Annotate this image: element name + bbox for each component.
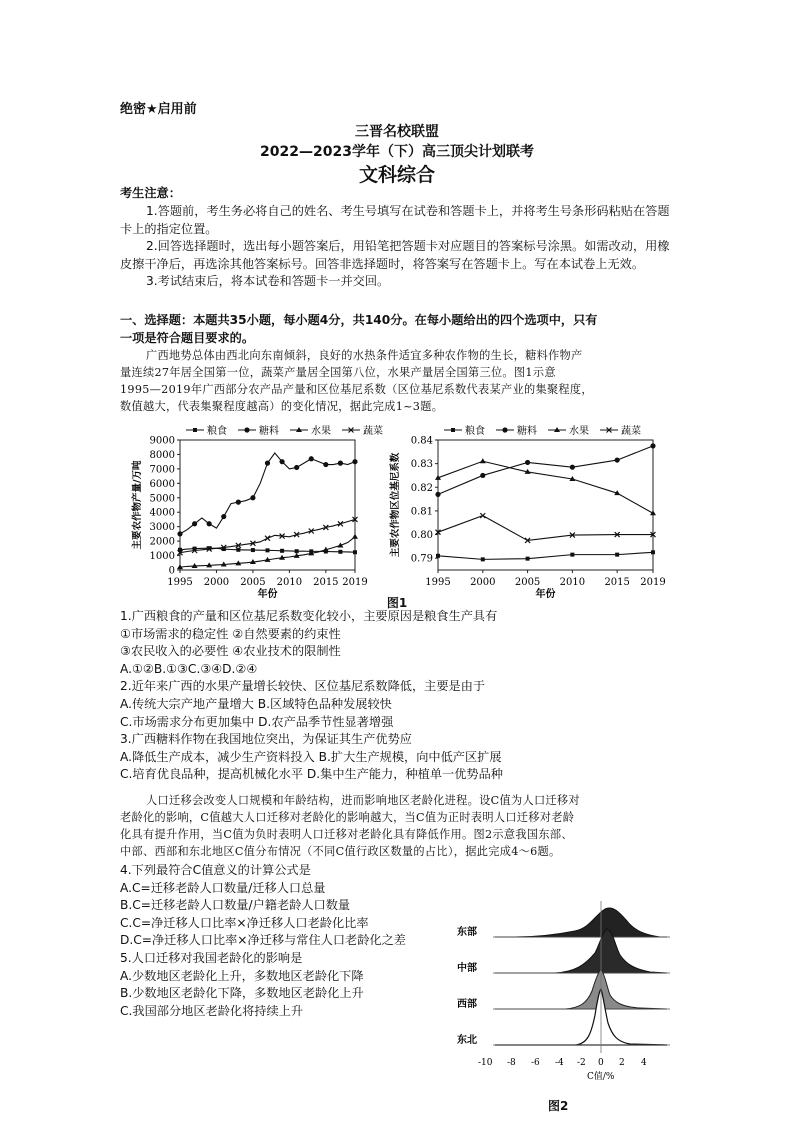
- notice-heading: 考生注意：: [120, 186, 181, 200]
- x-axis-label: 年份: [257, 589, 278, 600]
- q5-stem: 5.人口迁移对我国老龄化的影响是: [120, 950, 303, 965]
- x-tick-label: 2015: [604, 577, 630, 588]
- y-axis-label: 主要农作物区位基尼系数: [390, 452, 401, 558]
- q4-choice-a: A.C=迁移老龄人口数量/迁移人口总量: [120, 880, 326, 895]
- point-marker: [650, 510, 656, 515]
- passage-1-line-1: 广西地势总体由西北向东南倾斜，良好的水热条件适宜多种农作物的生长，糖料作物产: [146, 349, 583, 362]
- subject-title: 文科综合: [358, 164, 435, 186]
- y-tick-label: 2000: [149, 536, 175, 548]
- chart-gini-coefficient: [389, 424, 666, 600]
- section-one-line-1: 一、选择题：本题共35小题，每小题4分，共140分。在每小题给出的四个选项中，只有: [120, 313, 598, 327]
- q3-choices-cd: C.培育优良品种，提高机械化水平 D.集中生产能力，种植单一优势品种: [120, 767, 503, 782]
- x-tick: 4: [641, 1058, 647, 1068]
- x-tick-label: 2005: [240, 577, 266, 588]
- point-marker: [481, 557, 485, 561]
- point-marker: [651, 550, 655, 554]
- series-line: [438, 461, 653, 513]
- passage-1-line-4: 数值越大，代表集聚程度越高）的变化情况，据此完成1~3题。: [120, 400, 444, 413]
- q4-choice-d: D.C=净迁移人口比率×净迁移与常住人口老龄化之差: [120, 933, 406, 948]
- legend-label: 糖料: [517, 426, 537, 437]
- point-marker: [525, 460, 530, 465]
- confidential-label: 绝密★启用前: [120, 102, 197, 117]
- legend-label: 粮食: [207, 426, 227, 437]
- q1-options-a: ①市场需求的稳定性 ②自然要素的约束性: [120, 626, 341, 641]
- x-tick-label: 2000: [470, 577, 496, 588]
- passage-1-line-3: 1995—2019年广西部分农产品产量和区位基尼系数（区位基尼系数代表某产业的集聚程度，: [120, 383, 593, 396]
- point-marker: [338, 550, 342, 554]
- series-line: [438, 552, 653, 559]
- series-line: [438, 446, 653, 494]
- point-marker: [294, 465, 299, 470]
- figure-1: [120, 418, 680, 610]
- chart-crop-output: [131, 424, 383, 600]
- y-tick-label: 3000: [149, 522, 175, 534]
- x-axis-label: 年份: [535, 589, 556, 600]
- y-tick-label: 0.82: [410, 482, 433, 494]
- notice-list: [120, 203, 680, 291]
- q4-stem: 4.下列最符合C值意义的计算公式是: [120, 863, 311, 877]
- point-marker: [353, 550, 357, 554]
- ridge-west: [495, 969, 667, 1009]
- region-label-east: 东部: [457, 927, 477, 938]
- y-tick-label: 0.83: [410, 459, 433, 471]
- questions-1-3: [120, 608, 503, 784]
- figure-2-caption: 图2: [548, 1099, 569, 1113]
- point-marker: [236, 548, 240, 552]
- point-marker: [338, 461, 343, 466]
- y-tick-label: 6000: [149, 478, 175, 490]
- ridge-east: [495, 908, 667, 937]
- notice-item-1: 1.答题前，考生务必将自己的姓名、考生号填写在试卷和答题卡上，并将考生号条形码粘贴在答题卡上的指定位置。: [120, 204, 670, 236]
- point-marker: [615, 553, 619, 557]
- q1-stem: 1.广西粮食的产量和区位基尼系数变化较小，主要原因是粮食生产具有: [120, 609, 498, 623]
- point-marker: [192, 521, 197, 526]
- x-tick-label: 2019: [342, 577, 368, 588]
- x-tick: -2: [577, 1058, 586, 1068]
- y-tick-label: 7000: [149, 464, 175, 476]
- point-marker: [177, 531, 182, 536]
- ridgeline-chart: [493, 901, 670, 1053]
- legend-label: 水果: [569, 426, 589, 437]
- point-marker: [244, 427, 249, 432]
- passage-2-line-2: 老龄化的影响，C值越大人口迁移对老龄化的影响越大，当C值为正时表明人口迁移对老龄: [120, 811, 575, 824]
- point-marker: [236, 500, 241, 505]
- region-label-central: 中部: [457, 963, 477, 974]
- y-axis-label: 主要农作物产量/万吨: [132, 460, 143, 550]
- point-marker: [480, 513, 485, 518]
- point-marker: [352, 534, 358, 539]
- x-tick-label: 2019: [640, 577, 666, 588]
- q5-choice-b: B.少数地区老龄化下降，多数地区老龄化上升: [120, 986, 364, 1001]
- q1-options-b: ③农民收入的必要性 ④农业技术的限制性: [120, 644, 341, 659]
- point-marker: [295, 549, 299, 553]
- point-marker: [480, 458, 486, 463]
- x-axis-label: C值/%: [587, 1072, 615, 1082]
- point-marker: [309, 456, 314, 461]
- q3-choices-ab: A.降低生产成本，减少生产资料投入 B.扩大生产规模，向中低产区扩展: [120, 749, 502, 764]
- point-marker: [280, 549, 284, 553]
- point-marker: [436, 554, 440, 558]
- y-tick-label: 9000: [149, 435, 175, 447]
- series-line: [438, 516, 653, 541]
- point-marker: [279, 459, 284, 464]
- exam-title: 2022—2023学年（下）高三顶尖计划联考: [260, 144, 534, 160]
- q1-choices: A.①②B.①③C.③④D.②④: [120, 661, 258, 676]
- x-tick-label: 2005: [514, 577, 541, 588]
- y-tick-label: 4000: [149, 507, 175, 519]
- region-label-northeast: 东北: [457, 1035, 477, 1046]
- point-marker: [451, 428, 455, 432]
- x-tick-label: 2015: [313, 577, 339, 588]
- point-marker: [250, 495, 255, 500]
- point-marker: [265, 461, 270, 466]
- point-marker: [266, 548, 270, 552]
- y-tick-label: 5000: [149, 493, 175, 505]
- point-marker: [265, 536, 270, 541]
- point-marker: [526, 557, 530, 561]
- passage-2-line-3: 化具有提升作用，当C值为负时表明人口迁移对老龄化具有降低作用。图2示意我国东部、: [120, 828, 573, 841]
- notice-item-3: 3.考试结束后，将本试卷和答题卡一并交回。: [146, 274, 390, 288]
- figure-1-caption: 图1: [386, 596, 408, 610]
- passage-2-line-4: 中部、西部和东北地区C值分布情况（不同C值行政区数量的占比），据此完成4～6题。: [120, 845, 561, 858]
- x-tick: 0: [598, 1058, 604, 1068]
- legend-label: 蔬菜: [621, 426, 641, 437]
- y-tick-label: 1000: [149, 551, 175, 563]
- legend-label: 蔬菜: [363, 426, 383, 437]
- questions-4-5: [120, 862, 406, 1020]
- x-tick: -4: [555, 1058, 564, 1068]
- series-line: [180, 519, 355, 552]
- y-tick-label: 0.84: [410, 435, 433, 447]
- x-tick-label: 2010: [276, 577, 303, 588]
- point-marker: [323, 462, 328, 467]
- point-marker: [650, 443, 655, 448]
- section-one-line-2: 一项是符合题目要求的。: [120, 330, 255, 345]
- point-marker: [570, 465, 575, 470]
- passage-1: [120, 347, 690, 415]
- x-tick-label: 2010: [559, 577, 586, 588]
- legend-label: 水果: [311, 426, 331, 437]
- point-marker: [570, 553, 574, 557]
- x-tick: -10: [478, 1058, 493, 1068]
- point-marker: [251, 548, 255, 552]
- plot-frame: [438, 440, 653, 570]
- point-marker: [615, 457, 620, 462]
- q2-choices-ab: A.传统大宗产地产量增大 B.区域特色品种发展较快: [120, 696, 392, 711]
- x-tick: 2: [619, 1058, 625, 1068]
- notice-item-2: 2.回答选择题时，选出每小题答案后，用铅笔把答题卡对应题目的答案标号涂黑。如需改动，用橡皮擦干净后，再选涂其他答案标号。回答非选择题时，将答案写在答题卡上。写在本试卷上无效。: [120, 239, 670, 271]
- q4-choice-b: B.C=迁移老龄人口数量/户籍老龄人口数量: [120, 898, 351, 913]
- x-tick-label: 1995: [167, 577, 193, 588]
- q2-choices-cd: C.市场需求分布更加集中 D.农产品季节性显著增强: [120, 714, 394, 729]
- alliance-title: 三晋名校联盟: [355, 124, 439, 140]
- y-tick-label: 0.81: [410, 506, 433, 518]
- figure-2-x-axis: [478, 1058, 647, 1082]
- passage-2: [120, 792, 690, 860]
- q5-choice-c: C.我国部分地区老龄化将持续上升: [120, 1003, 304, 1018]
- legend-label: 粮食: [465, 426, 485, 437]
- point-marker: [480, 473, 485, 478]
- x-tick-label: 2000: [203, 577, 230, 588]
- point-marker: [193, 428, 197, 432]
- q5-choice-a: A.少数地区老龄化上升，多数地区老龄化下降: [120, 968, 364, 983]
- ridge-northeast: [495, 989, 667, 1045]
- y-tick-label: 0: [168, 565, 175, 577]
- point-marker: [352, 459, 357, 464]
- figure-2: [455, 895, 675, 1085]
- y-tick-label: 8000: [149, 449, 175, 461]
- point-marker: [207, 521, 212, 526]
- q3-stem: 3.广西糖料作物在我国地位突出，为保证其生产优势应: [120, 732, 412, 747]
- q2-stem: 2.近年来广西的水果产量增长较快、区位基尼系数降低，主要是由于: [120, 679, 486, 694]
- x-tick-label: 1995: [425, 577, 451, 588]
- point-marker: [435, 492, 440, 497]
- point-marker: [221, 514, 226, 519]
- passage-1-line-2: 量连续27年居全国第一位，蔬菜产量居全国第八位，水果产量居全国第三位。图1示意: [120, 366, 556, 379]
- x-tick: -8: [507, 1058, 516, 1068]
- y-tick-label: 0.79: [410, 553, 433, 565]
- legend-label: 糖料: [259, 426, 279, 437]
- point-marker: [502, 427, 507, 432]
- section-one-heading: [120, 312, 680, 347]
- q4-choice-c: C.C=净迁移人口比率×净迁移人口老龄化比率: [120, 915, 369, 930]
- passage-2-line-1: 人口迁移会改变人口规模和年龄结构，进而影响地区老龄化进程。设C值为人口迁移对: [146, 794, 580, 807]
- y-tick-label: 0.80: [410, 530, 433, 542]
- region-label-west: 西部: [457, 999, 477, 1010]
- x-tick: -6: [531, 1058, 540, 1068]
